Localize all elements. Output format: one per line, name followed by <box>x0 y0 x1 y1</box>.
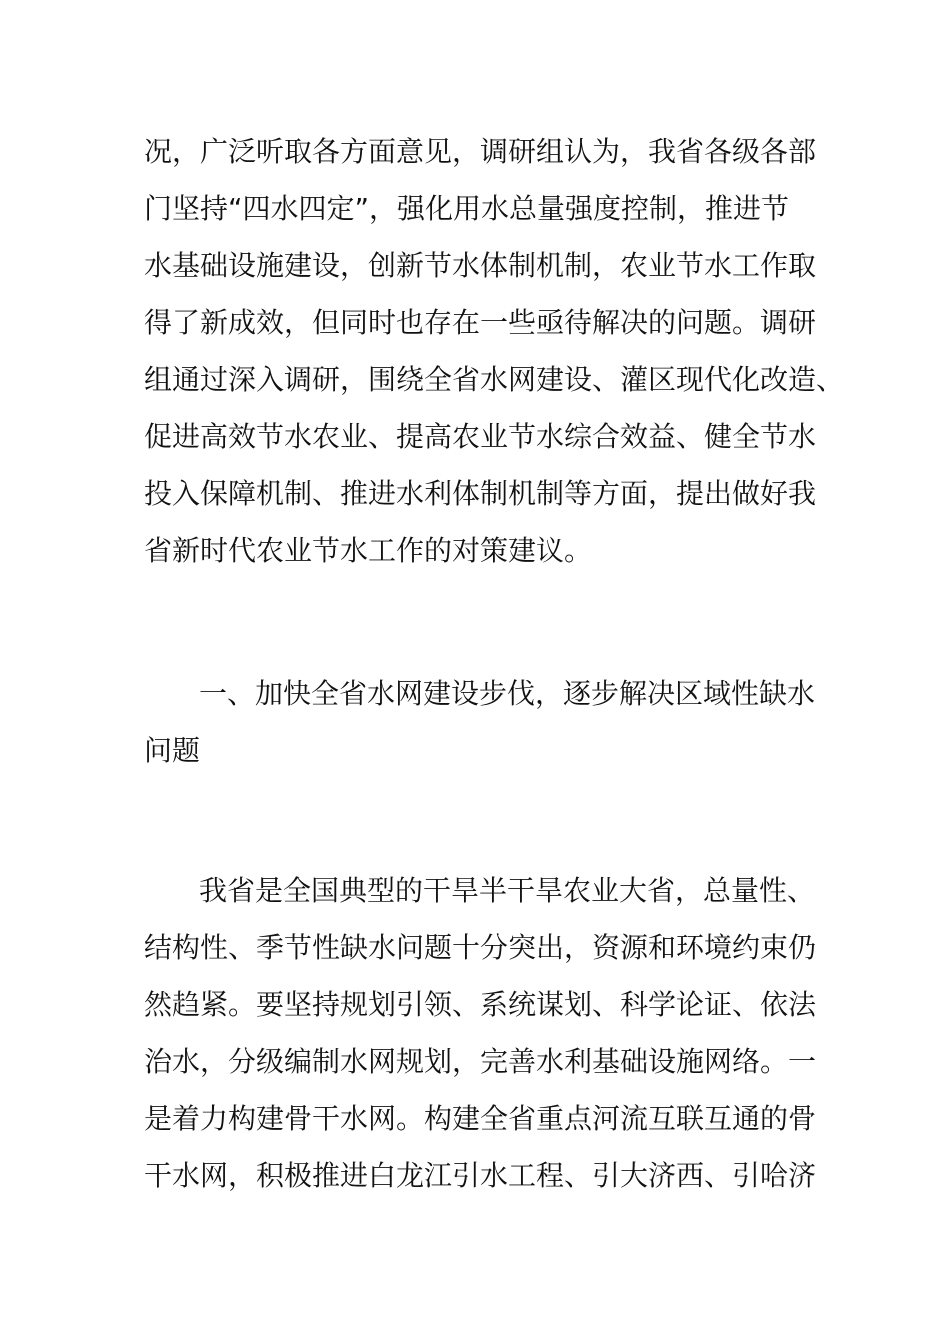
heading-line: 一、加快全省水网建设步伐，逐步解决区域性缺水 <box>199 677 816 710</box>
text-line: 我省是全国典型的干旱半干旱农业大省，总量性、 <box>199 874 816 907</box>
text-line: 促进高效节水农业、提高农业节水综合效益、健全节水 <box>144 420 817 453</box>
text-line: 水基础设施建设，创新节水体制机制，农业节水工作取 <box>144 249 817 282</box>
text-line: 是着力构建骨干水网。构建全省重点河流互联互通的骨 <box>144 1102 817 1135</box>
heading-line: 问题 <box>144 734 201 767</box>
text-line: 门坚持“四水四定”，强化用水总量强度控制，推进节 <box>144 192 790 225</box>
text-line: 然趋紧。要坚持规划引领、系统谋划、科学论证、依法 <box>144 988 817 1021</box>
text-line: 治水，分级编制水网规划，完善水利基础设施网络。一 <box>144 1045 817 1078</box>
text-line: 省新时代农业节水工作的对策建议。 <box>144 534 593 567</box>
text-line: 投入保障机制、推进水利体制机制等方面，提出做好我 <box>144 477 817 510</box>
text-line: 况，广泛听取各方面意见，调研组认为，我省各级各部 <box>144 135 817 168</box>
text-line: 干水网，积极推进白龙江引水工程、引大济西、引哈济 <box>144 1159 817 1192</box>
text-line: 结构性、季节性缺水问题十分突出，资源和环境约束仍 <box>144 931 817 964</box>
text-line: 组通过深入调研，围绕全省水网建设、灌区现代化改造、 <box>144 363 845 396</box>
text-line: 得了新成效，但同时也存在一些亟待解决的问题。调研 <box>144 306 817 339</box>
